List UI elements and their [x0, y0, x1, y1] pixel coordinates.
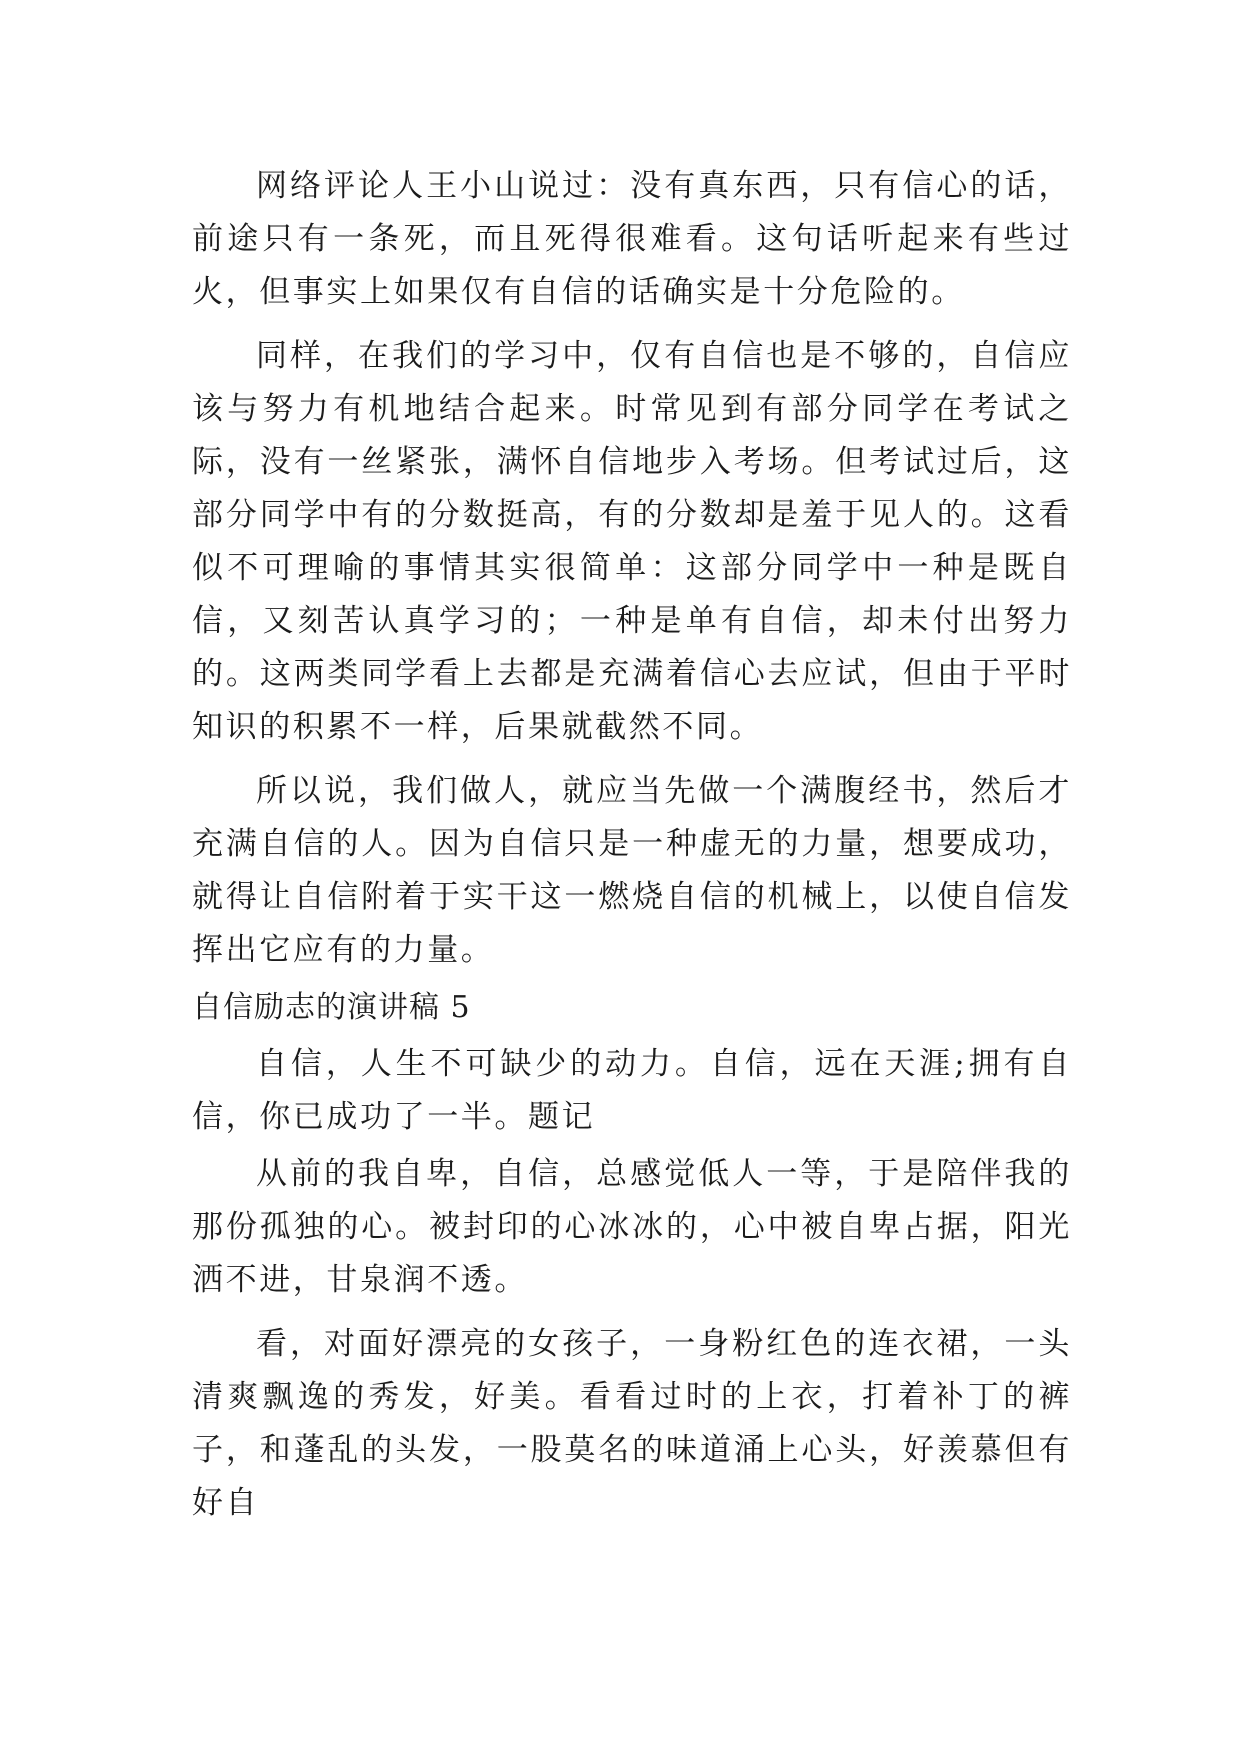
paragraph-3: 所以说，我们做人，就应当先做一个满腹经书，然后才充满自信的人。因为自信只是一种虚无的力量，想要成功，就得让自信附着于实干这一燃烧自信的机械上，以使自信发挥出它应有的力量。 [192, 773, 1072, 968]
paragraph-1: 网络评论人王小山说过：没有真东西，只有信心的话，前途只有一条死，而且死得很难看。这句话听起来有些过火，但事实上如果仅有自信的话确实是十分危险的。 [192, 168, 1072, 310]
paragraph-6: 看，对面好漂亮的女孩子，一身粉红色的连衣裙，一头清爽飘逸的秀发，好美。看看过时的上衣，打着补丁的裤子，和蓬乱的头发，一股莫名的味道涌上心头，好羡慕但有好自 [192, 1326, 1072, 1521]
paragraph-4: 自信，人生不可缺少的动力。自信，远在天涯;拥有自信，你已成功了一半。题记 [192, 1046, 1072, 1135]
document-body [192, 160, 1072, 1541]
paragraph-5: 从前的我自卑，自信，总感觉低人一等，于是陪伴我的那份孤独的心。被封印的心冰冰的，心中被自卑占据，阳光洒不进，甘泉润不透。 [192, 1156, 1072, 1298]
paragraph-2: 同样，在我们的学习中，仅有自信也是不够的，自信应该与努力有机地结合起来。时常见到有部分同学在考试之际，没有一丝紧张，满怀自信地步入考场。但考试过后，这部分同学中有的分数挺高，有的分数却是羞于见人的。这看似不可理喻的事情其实很简单：这部分同学中一种是既自信，又刻苦认真学习的；一种是单有自信，却未付出努力的。这两类同学看上去都是充满着信心去应试，但由于平时知识的积累不一样，后果就截然不同。 [192, 338, 1072, 745]
section-heading: 自信励志的演讲稿 5 [192, 990, 471, 1025]
